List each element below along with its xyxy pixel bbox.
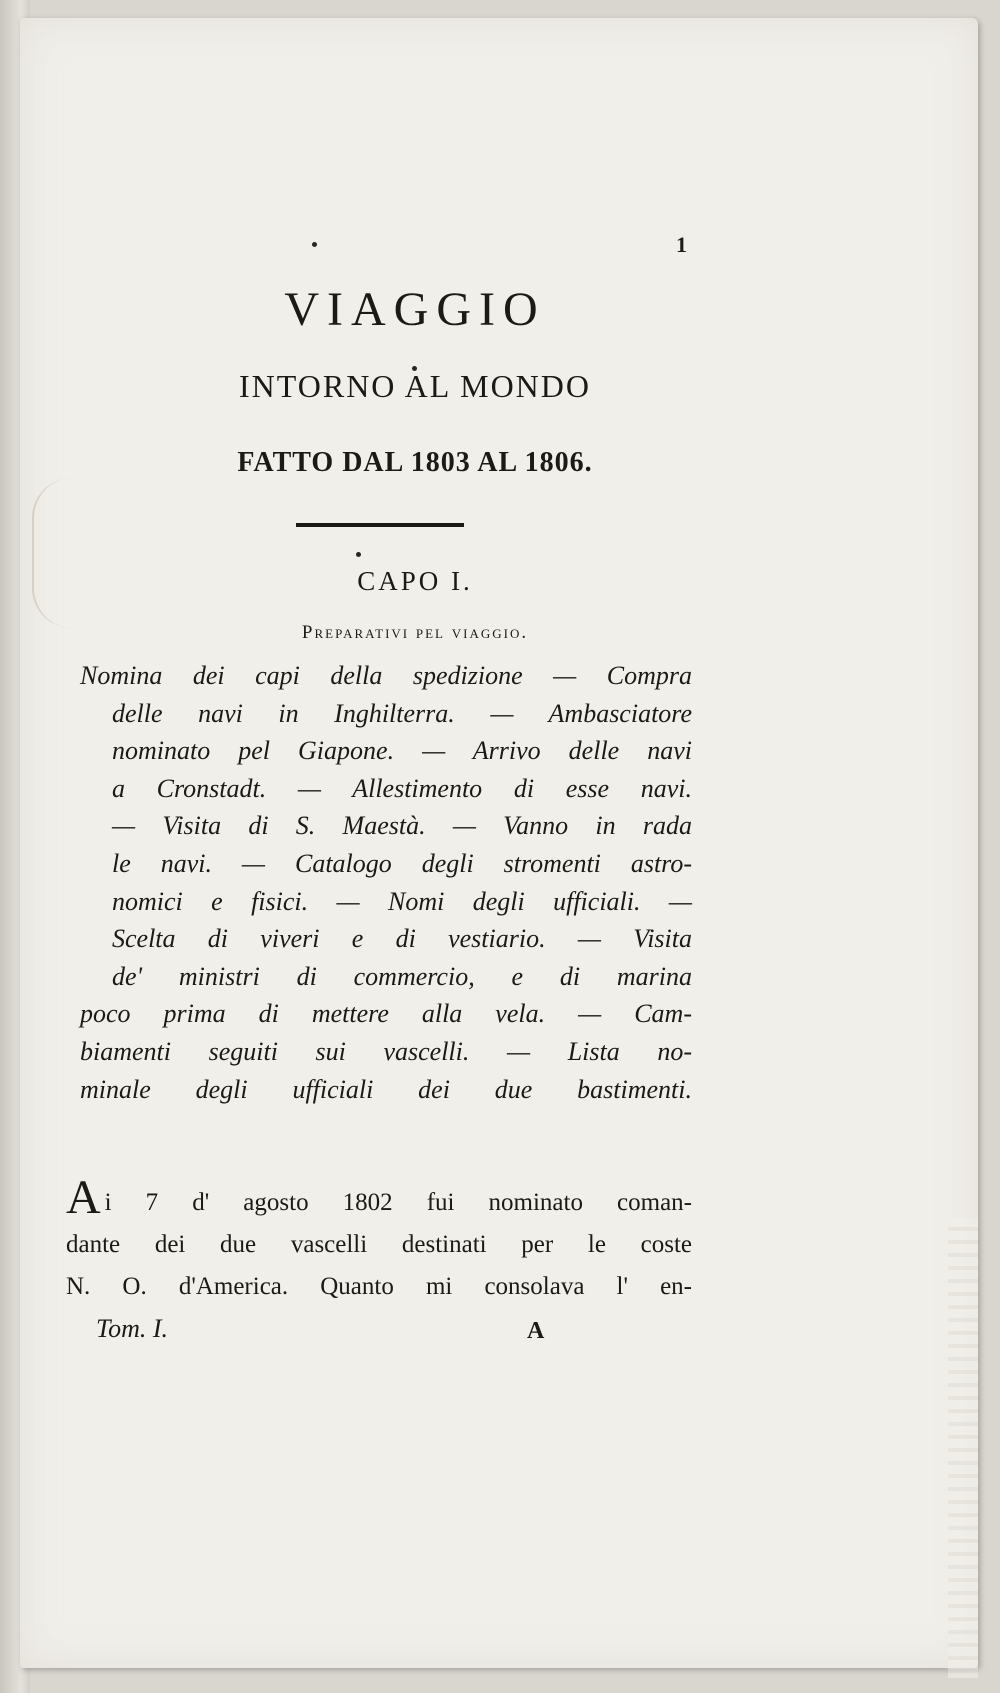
summary-line: le navi. — Catalogo degli stromenti astro- (112, 848, 692, 878)
body-line: dante dei due vascelli destinati per le coste (66, 1231, 692, 1258)
page-crease (32, 478, 114, 628)
summary-line: delle navi in Inghilterra. — Ambasciatore (112, 698, 692, 728)
summary-line: biamenti seguiti sui vascelli. — Lista no- (80, 1036, 692, 1066)
title-dates: FATTO DAL 1803 AL 1806. (237, 447, 593, 478)
title-sub: INTORNO AL MONDO (239, 368, 591, 404)
summary-line: Scelta di viveri e di vestiario. — Visita (112, 924, 692, 954)
summary-line: nomici e fisici. — Nomi degli ufficiali. — (112, 886, 692, 916)
summary-line: minale degli ufficiali dei due bastimenti. (80, 1074, 692, 1104)
torn-page-edge (948, 1218, 978, 1678)
drop-cap: A (66, 1171, 101, 1224)
page-number: 1 (676, 232, 687, 257)
summary-line: — Visita di S. Maestà. — Vanno in rada (112, 811, 692, 841)
chapter-subtitle: Preparativi pel viaggio. (301, 622, 529, 643)
summary-line: nominato pel Giapone. — Arrivo delle navi (112, 736, 692, 766)
chapter-summary (80, 657, 692, 1108)
summary-line: a Cronstadt. — Allestimento di esse navi. (112, 773, 692, 803)
ink-speck (312, 242, 317, 247)
chapter-heading: CAPO I. (357, 566, 473, 596)
title-rule (296, 523, 464, 527)
summary-line: Nomina dei capi della spedizione — Compra (80, 661, 692, 690)
signature-mark: A (527, 1318, 545, 1344)
body-line: i 7 d' agosto 1802 fui nominato coman- (104, 1189, 692, 1216)
summary-line: de' ministri di commercio, e di marina (112, 961, 692, 991)
ink-speck (356, 552, 361, 557)
title-main: VIAGGIO (284, 283, 546, 336)
volume-marker: Tom. I. (96, 1314, 169, 1343)
body-line: N. O. d'America. Quanto mi consolava l' en- (66, 1273, 692, 1300)
body-paragraph (66, 1171, 692, 1308)
summary-line: poco prima di mettere alla vela. — Cam- (80, 999, 692, 1029)
